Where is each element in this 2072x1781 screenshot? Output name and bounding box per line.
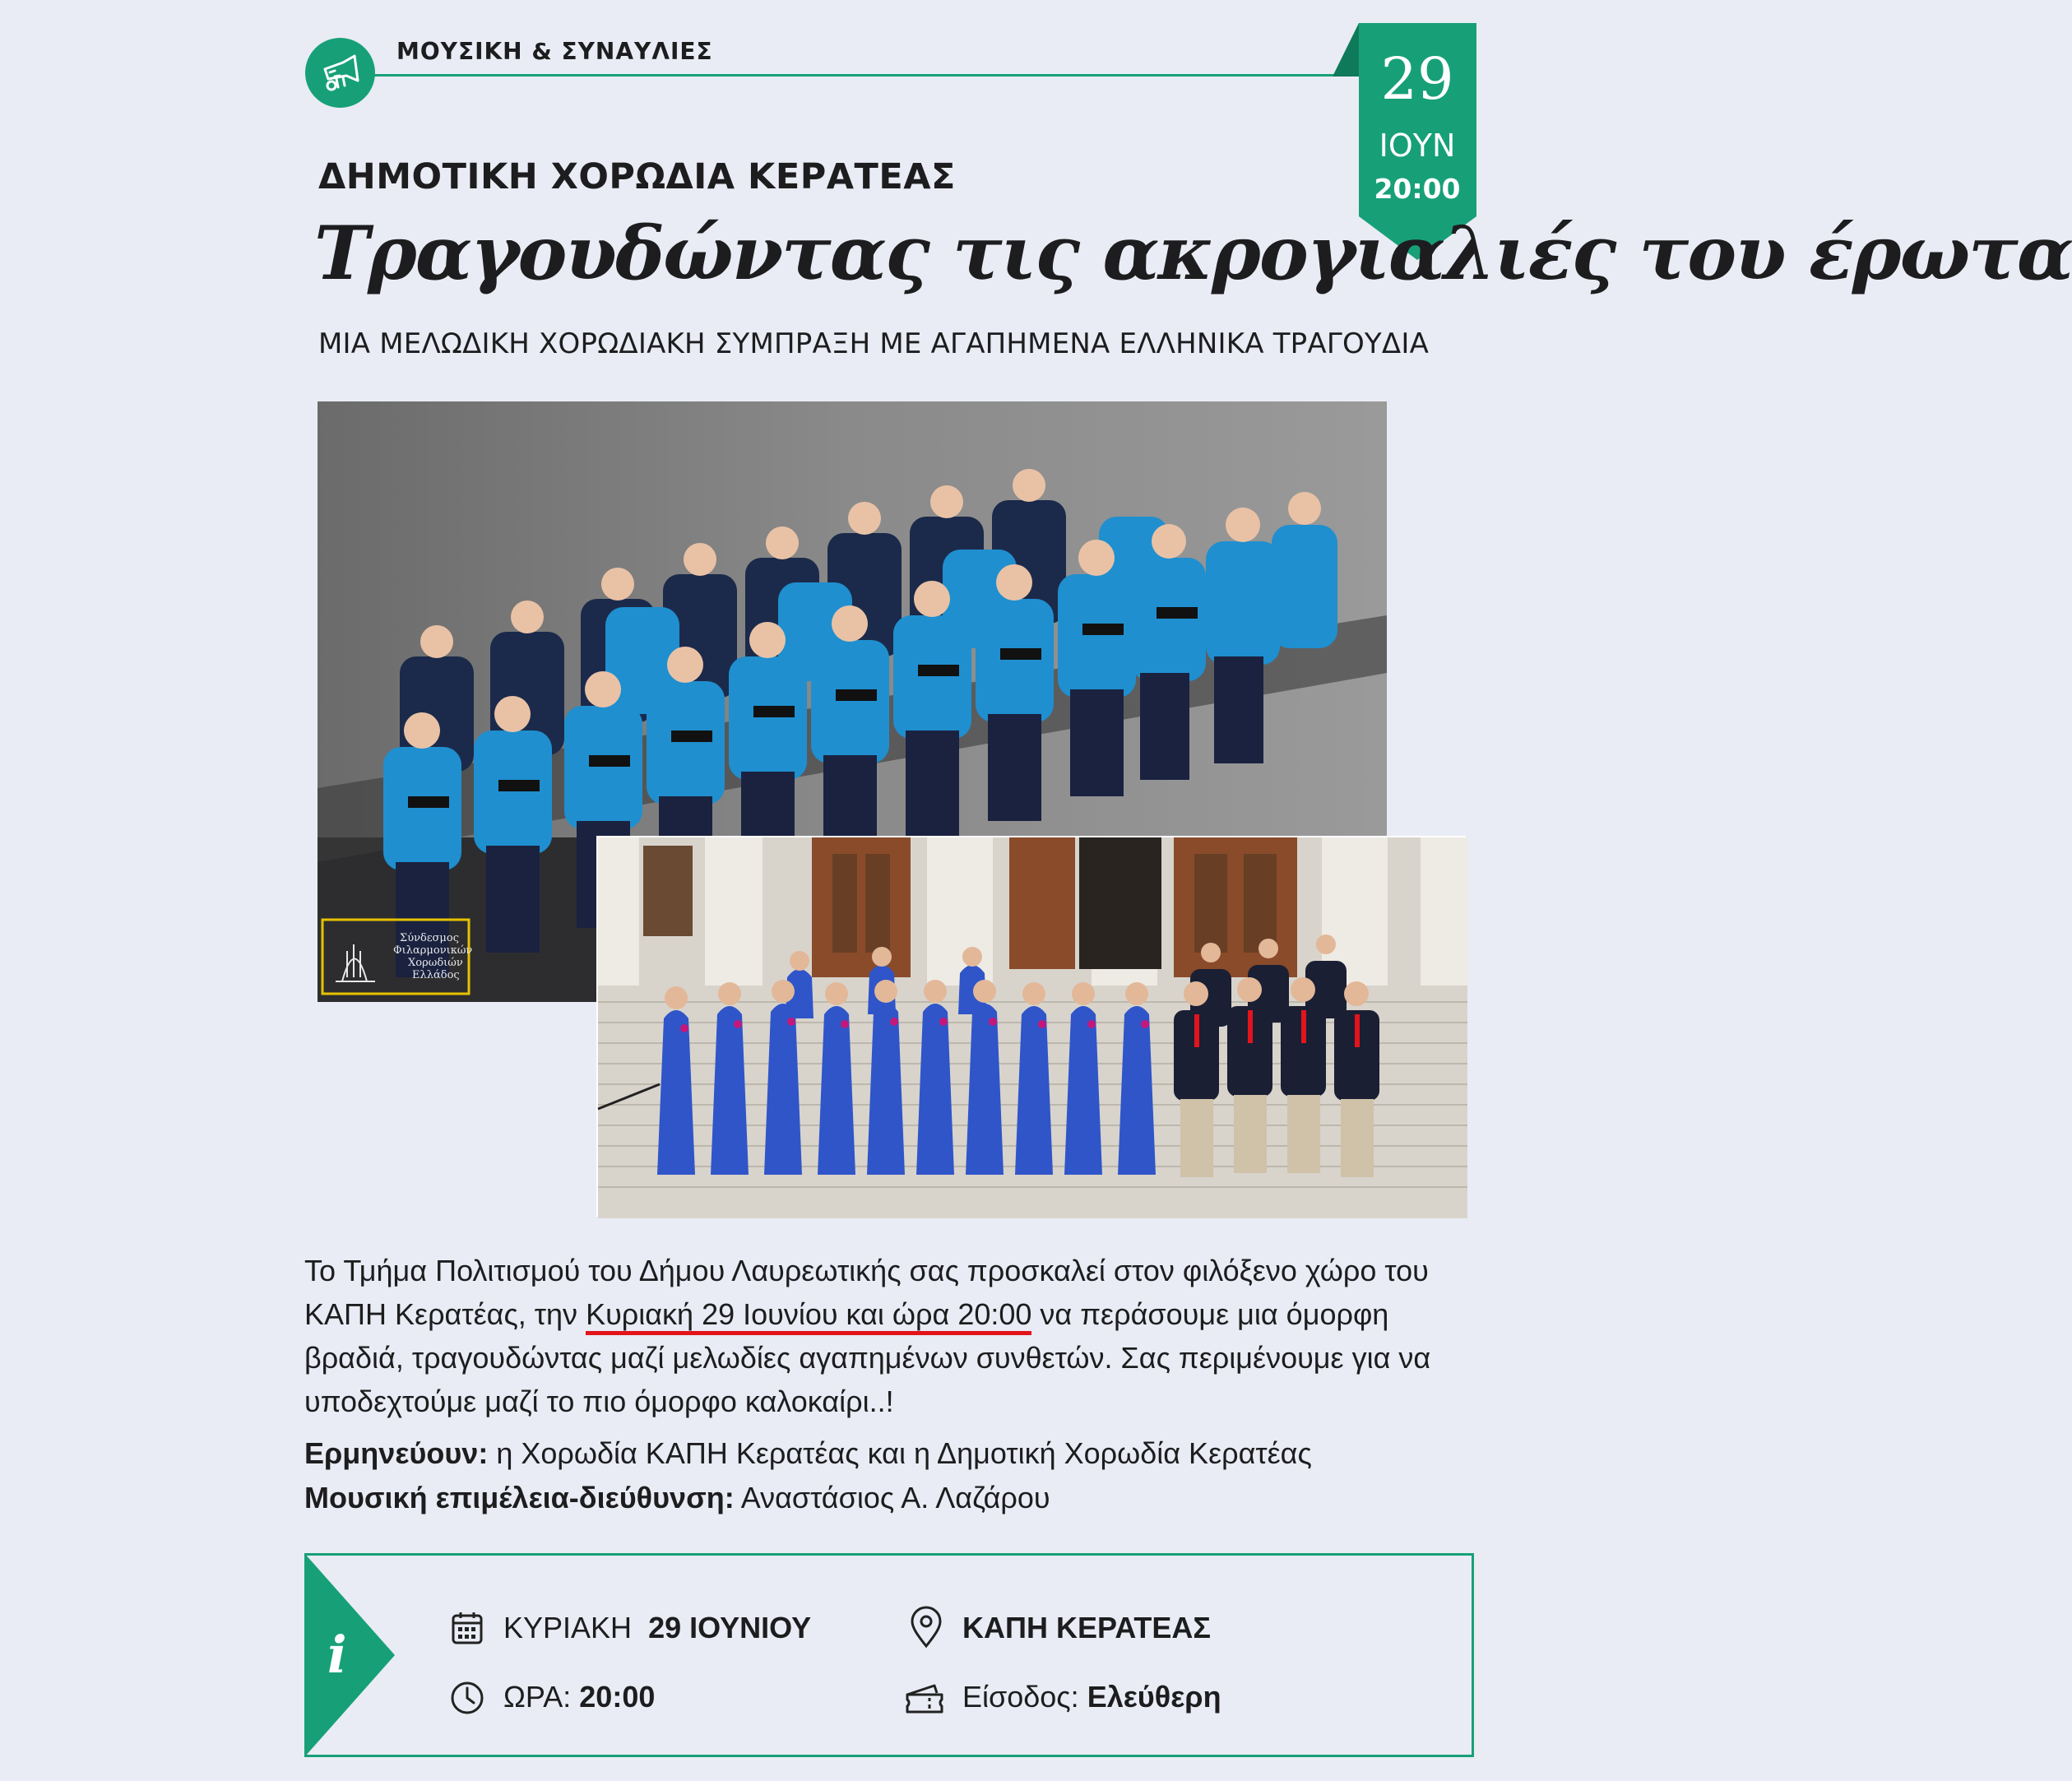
highlighted-datetime: Κυριακή 29 Ιουνίου και ώρα 20:00 (586, 1297, 1031, 1335)
location-pin-icon (910, 1607, 943, 1649)
info-day-label: ΚΥΡΙΑΚΗ (503, 1611, 633, 1644)
association-logo-text: Σύνδεσμος Φιλαρμονικών Χορωδιών Ελλάδος (393, 932, 473, 981)
event-description (304, 1249, 1472, 1520)
event-title: Τραγουδώντας τις ακρογιαλιές του έρωτα (314, 210, 2072, 297)
category-label: ΜΟΥΣΙΚΗ & ΣΥΝΑΥΛΙΕΣ (396, 38, 713, 65)
organizer-title: ΔΗΜΟΤΙΚΗ ΧΟΡΩΔΙΑ ΚΕΡΑΤΕΑΣ (318, 156, 956, 197)
trumpet-icon (318, 51, 363, 95)
director: Αναστάσιος Α. Λαζάρου (734, 1481, 1050, 1514)
info-entry (962, 1680, 1221, 1714)
date-time: 20:00 (1374, 173, 1461, 205)
calendar-icon (451, 1611, 484, 1645)
direction-label: Μουσική επιμέλεια-διεύθυνση: (304, 1481, 735, 1514)
info-time-value: 20:00 (579, 1680, 656, 1714)
info-box (304, 1553, 1474, 1757)
performers: η Χορωδία ΚΑΠΗ Κερατέας και η Δημοτική Χορωδία Κερατέας (488, 1436, 1312, 1470)
ticket-icon (905, 1683, 944, 1714)
info-time-label: ΩΡΑ: (503, 1680, 572, 1714)
performers-label: Ερμηνεύουν: (304, 1436, 489, 1470)
clock-icon (449, 1680, 485, 1716)
choir-steps-photo (598, 837, 1467, 1218)
info-icon: i (327, 1625, 347, 1685)
info-venue: ΚΑΠΗ ΚΕΡΑΤΕΑΣ (962, 1611, 1211, 1644)
credits (304, 1431, 1472, 1520)
event-subtitle: ΜΙΑ ΜΕΛΩΔΙΚΗ ΧΟΡΩΔΙΑΚΗ ΣΥΜΠΡΑΞΗ ΜΕ ΑΓΑΠΗΜΕΝΑ ΕΛΛΗΝΙΚΑ ΤΡΑΓΟΥΔΙΑ (318, 327, 1430, 360)
info-entry-value: Ελεύθερη (1087, 1680, 1221, 1714)
category-badge (305, 38, 375, 108)
info-entry-label: Είσοδος: (962, 1680, 1079, 1714)
intro-paragraph: Το Τμήμα Πολιτισμού του Δήμου Λαυρεωτικής σας προσκαλεί στον φιλόξενο χώρο του ΚΑΠΗ Κερατέας, την Κυριακή 29 Ιουνίου και ώρα 20:00 να περάσουμε μια όμορφη βραδιά, τραγουδώντας μαζί μελωδίες αγαπημένων συνθετών. Σας περιμένουμε για να υποδεχτούμε μαζί το πιο όμορφο καλοκαίρι..! (304, 1254, 1431, 1418)
info-time (503, 1680, 655, 1714)
info-date (503, 1611, 811, 1645)
info-day-value: 29 ΙΟΥΝΙΟΥ (648, 1611, 812, 1644)
category-divider (366, 74, 1353, 77)
date-month: ΙΟΥΝ (1379, 128, 1456, 164)
date-day: 29 (1380, 45, 1454, 113)
info-arrow (304, 1553, 396, 1757)
